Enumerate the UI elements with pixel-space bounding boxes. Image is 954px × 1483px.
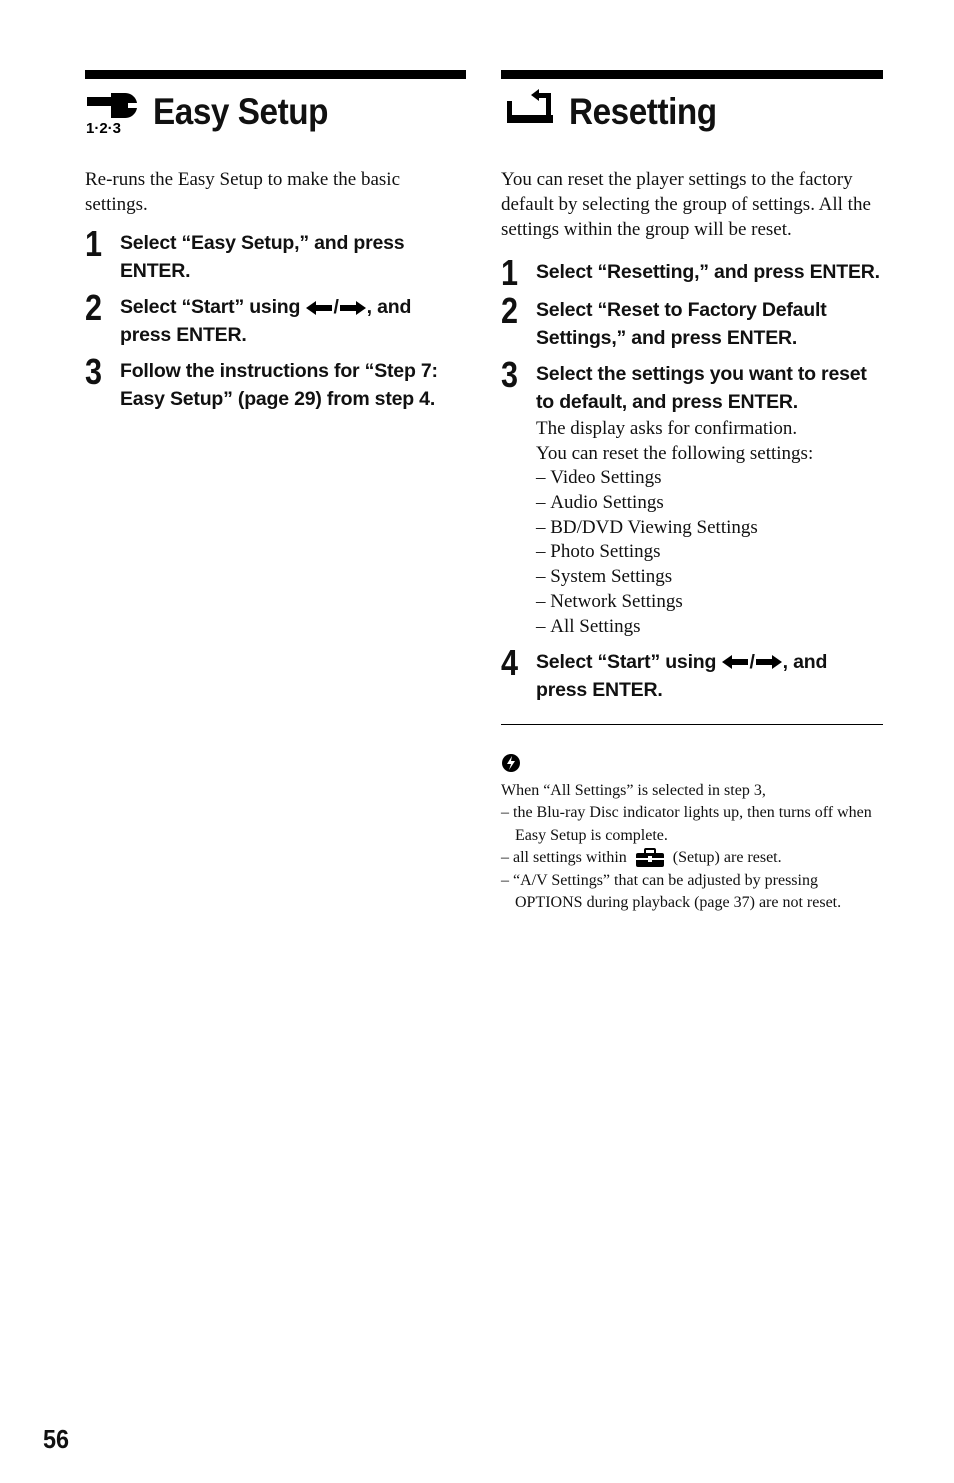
easy-setup-section [85,70,466,421]
list-item: – “A/V Settings” that can be adjusted by pressing OPTIONS during playback (page 37) are not reset. [501,870,883,915]
step [85,351,466,413]
step-number: 1 [85,223,103,264]
step-text: Select “Easy Setup,” and press ENTER. [120,232,405,282]
list-item: – the Blu-ray Disc indicator lights up, then turns off when Easy Setup is complete. [501,802,883,847]
step-number: 1 [501,252,519,293]
step-number: 4 [501,641,519,683]
resetting-heading [501,83,883,141]
wrench-icon [85,87,141,137]
step-number: 3 [501,354,519,395]
page-number: 56 [43,1424,70,1454]
arrow-left-icon [722,655,748,669]
resetting-intro: You can reset the player settings to the factory default by selecting the group of settings. All the settings within the group will be reset. [501,169,871,240]
step [501,252,883,293]
step [85,287,466,349]
section-top-bar [501,70,883,79]
step-text-before: Select “Start” using [120,296,306,318]
list-item: – Video Settings [536,466,883,491]
page-title: Easy Setup [153,91,329,132]
step [501,354,883,640]
step-detail: The display asks for confirmation. [536,418,798,439]
step [85,223,466,285]
step [501,290,883,352]
list-item: – All Settings [536,615,883,640]
icon-label: 1·2·3 [86,120,122,137]
easy-setup-steps [85,223,466,413]
section-title: Resetting [569,91,717,132]
step-text: Select “Resetting,” and press ENTER. [536,261,880,283]
step-text: Select “Reset to Factory Default Settings,” and press ENTER. [536,299,827,349]
step-text [536,648,883,704]
settings-list [536,466,883,640]
arrow-right-icon [340,301,366,315]
setup-text-after: (Setup) are reset. [668,849,782,867]
arrow-separator: / [333,296,339,318]
step [501,641,883,704]
step-number: 2 [85,287,103,328]
arrow-left-icon [306,301,332,315]
step-text-after: , and press ENTER. [120,296,412,346]
step-detail: You can reset the following settings: [536,443,814,464]
step-text [120,293,466,349]
easy-setup-intro: Re-runs the Easy Setup to make the basic settings. [85,169,401,215]
setup-text-before: all settings within [513,849,631,867]
arrow-separator: / [749,650,755,673]
resetting-steps [501,252,883,704]
divider [501,724,883,725]
hint-icon [501,753,521,773]
list-item: – Audio Settings [536,491,883,516]
hint-list [501,802,883,915]
step-number: 3 [85,351,103,392]
resetting-section [501,70,883,915]
arrow-right-icon [756,655,782,669]
easy-setup-heading [85,83,466,141]
step-number: 2 [501,290,519,331]
list-item: – System Settings [536,565,883,590]
step-text: Follow the instructions for “Step 7: Easy Setup” (page 29) from step 4. [120,360,438,410]
step-text-before: Select “Start” using [536,650,722,673]
reset-icon [501,87,557,137]
step-text: Select the settings you want to reset to default, and press ENTER. [536,363,867,413]
toolbox-icon [635,848,665,868]
list-item: – Network Settings [536,590,883,615]
list-item: – Photo Settings [536,540,883,565]
step-text-after: , and press ENTER. [536,650,828,701]
section-top-bar [85,70,466,79]
list-item [501,847,883,870]
hint-intro: When “All Settings” is selected in step 3, [501,781,766,799]
list-item: – BD/DVD Viewing Settings [536,516,883,541]
